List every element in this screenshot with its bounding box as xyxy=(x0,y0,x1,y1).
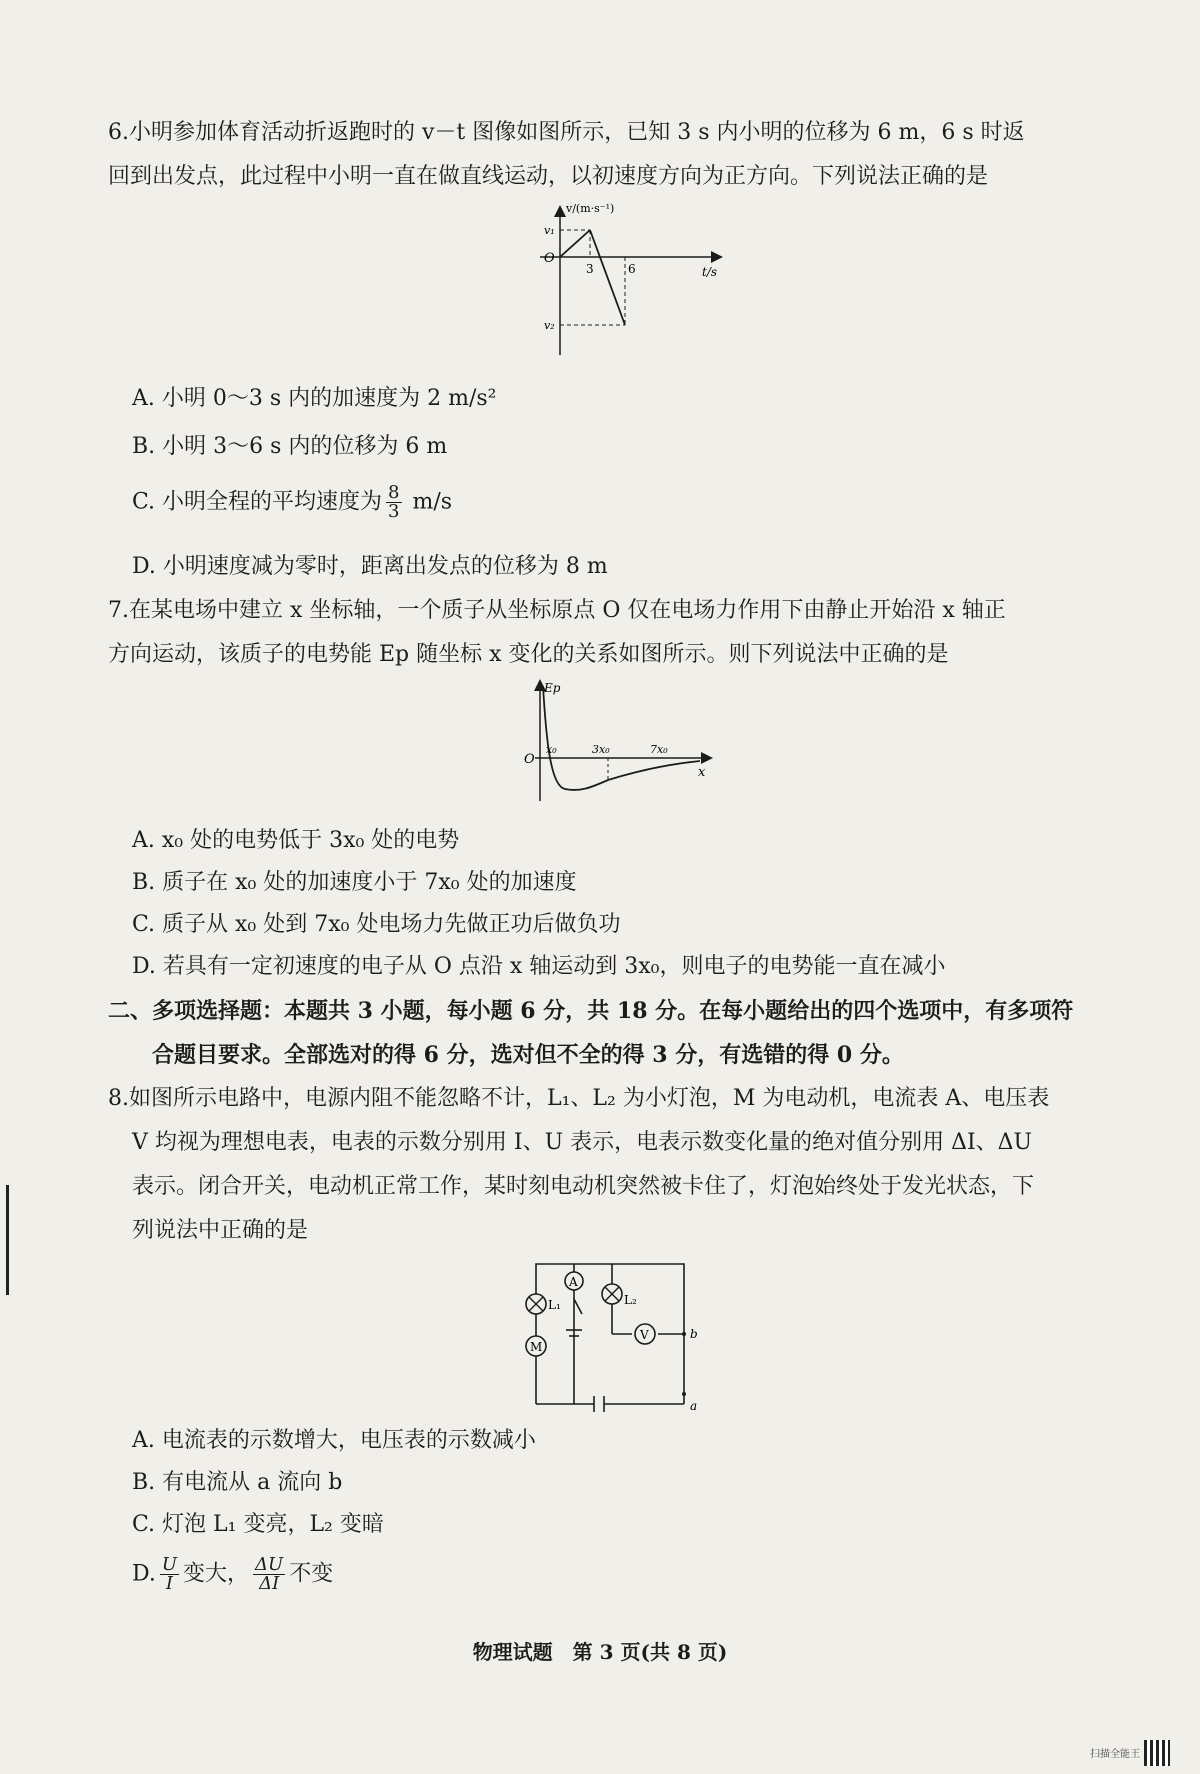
q6-x-label: t/s xyxy=(702,265,718,279)
motor-label: M xyxy=(530,1340,543,1354)
q8-circuit-diagram xyxy=(512,1254,712,1414)
q8-option-d-letter: D. xyxy=(132,1561,156,1587)
q6-option-c-unit: m/s xyxy=(405,489,453,515)
q7-x-label: x xyxy=(698,765,706,780)
q6-option-c[interactable] xyxy=(132,484,452,521)
q6-option-a[interactable]: A. 小明 0～3 s 内的加速度为 2 m/s² xyxy=(132,386,497,411)
q7-tick-3x0: 3x₀ xyxy=(592,743,610,756)
scan-margin-mark xyxy=(6,1185,9,1295)
q7-ep-curve xyxy=(543,686,700,790)
q8-stem-line3: 表示。闭合开关，电动机正常工作，某时刻电动机突然被卡住了，灯泡始终处于发光状态，下 xyxy=(132,1174,1035,1199)
q6-stem-line1: 6.小明参加体育活动折返跑时的 v－t 图像如图所示，已知 3 s 内小明的位移为 6 m，6 s 时返 xyxy=(108,120,1025,145)
q6-segment-decelerate xyxy=(590,230,625,325)
q7-ep-graph xyxy=(510,676,720,806)
section2-heading-line1: 二、多项选择题：本题共 3 小题，每小题 6 分，共 18 分。在每小题给出的四个选项中，有多项符 xyxy=(108,998,1074,1024)
lamp-l1-label: L₁ xyxy=(548,1298,561,1312)
q7-origin: O xyxy=(524,752,535,767)
q6-option-c-fraction: $\frac{8}{3}$ xyxy=(388,482,400,522)
q6-stem-line2: 回到出发点，此过程中小明一直在做直线运动，以初速度方向为正方向。下列说法正确的是 xyxy=(108,164,989,189)
node-a-label: a xyxy=(690,1399,698,1413)
q8-stem-line2: V 均视为理想电表，电表的示数分别用 I、U 表示，电表示数变化量的绝对值分别用 ΔI、ΔU xyxy=(132,1130,1033,1155)
q8-option-d-fraction-ui: $\frac{U}{I}$ xyxy=(161,1554,178,1594)
q6-vt-graph xyxy=(530,200,730,360)
voltmeter-label: V xyxy=(640,1328,649,1342)
q6-segment-accelerate xyxy=(560,230,590,257)
q7-tick-x0: x₀ xyxy=(546,743,557,756)
q7-y-label: Ep xyxy=(544,681,561,695)
q8-stem-line4: 列说法中正确的是 xyxy=(132,1218,309,1243)
q6-tick-3: 3 xyxy=(586,262,594,276)
qr-code-icon xyxy=(1144,1740,1170,1766)
q8-option-d-post: 不变 xyxy=(289,1561,334,1587)
q7-option-b[interactable]: B. 质子在 x₀ 处的加速度小于 7x₀ 处的加速度 xyxy=(132,870,577,895)
q6-v2-label: v₂ xyxy=(544,319,555,332)
q6-option-b[interactable]: B. 小明 3～6 s 内的位移为 6 m xyxy=(132,434,448,459)
q6-option-d[interactable]: D. 小明速度减为零时，距离出发点的位移为 8 m xyxy=(132,554,608,579)
lamp-l2-label: L₂ xyxy=(624,1293,637,1307)
q7-stem-line1: 7.在某电场中建立 x 坐标轴，一个质子从坐标原点 O 仅在电场力作用下由静止开始沿 x 轴正 xyxy=(108,598,1006,623)
scanner-watermark-label: 扫描全能王 xyxy=(1090,1749,1140,1760)
q8-option-d-fraction-delta: $\frac{\Delta U}{\Delta I}$ xyxy=(255,1554,284,1594)
q8-option-d[interactable] xyxy=(132,1556,333,1593)
q8-option-b[interactable]: B. 有电流从 a 流向 b xyxy=(132,1470,343,1495)
q8-option-c[interactable]: C. 灯泡 L₁ 变亮，L₂ 变暗 xyxy=(132,1512,384,1537)
q8-option-a[interactable]: A. 电流表的示数增大，电压表的示数减小 xyxy=(132,1428,536,1453)
section2-heading-line2: 合题目要求。全部选对的得 6 分，选对但不全的得 3 分，有选错的得 0 分。 xyxy=(152,1042,904,1068)
q7-tick-7x0: 7x₀ xyxy=(650,743,668,756)
q7-option-c[interactable]: C. 质子从 x₀ 处到 7x₀ 处电场力先做正功后做负功 xyxy=(132,912,621,937)
q6-v1-label: v₁ xyxy=(544,224,555,237)
q6-option-c-text: C. 小明全程的平均速度为 xyxy=(132,489,383,515)
q8-stem-line1: 8.如图所示电路中，电源内阻不能忽略不计，L₁、L₂ 为小灯泡，M 为电动机，电流表 A、电压表 xyxy=(108,1086,1050,1111)
page-footer: 物理试题 第 3 页(共 8 页) xyxy=(472,1640,728,1664)
q7-option-d[interactable]: D. 若具有一定初速度的电子从 O 点沿 x 轴运动到 3x₀，则电子的电势能一直在减小 xyxy=(132,954,946,979)
q6-y-label: v/(m·s⁻¹) xyxy=(566,202,615,215)
q8-option-d-mid: 变大， xyxy=(183,1561,250,1587)
q7-option-a[interactable]: A. x₀ 处的电势低于 3x₀ 处的电势 xyxy=(132,828,460,853)
ammeter-label: A xyxy=(569,1275,578,1289)
q7-stem-line2: 方向运动，该质子的电势能 Ep 随坐标 x 变化的关系如图所示。则下列说法中正确的是 xyxy=(108,642,949,667)
q6-origin: O xyxy=(544,251,555,266)
q6-tick-6: 6 xyxy=(628,262,636,276)
node-b-label: b xyxy=(690,1327,698,1341)
